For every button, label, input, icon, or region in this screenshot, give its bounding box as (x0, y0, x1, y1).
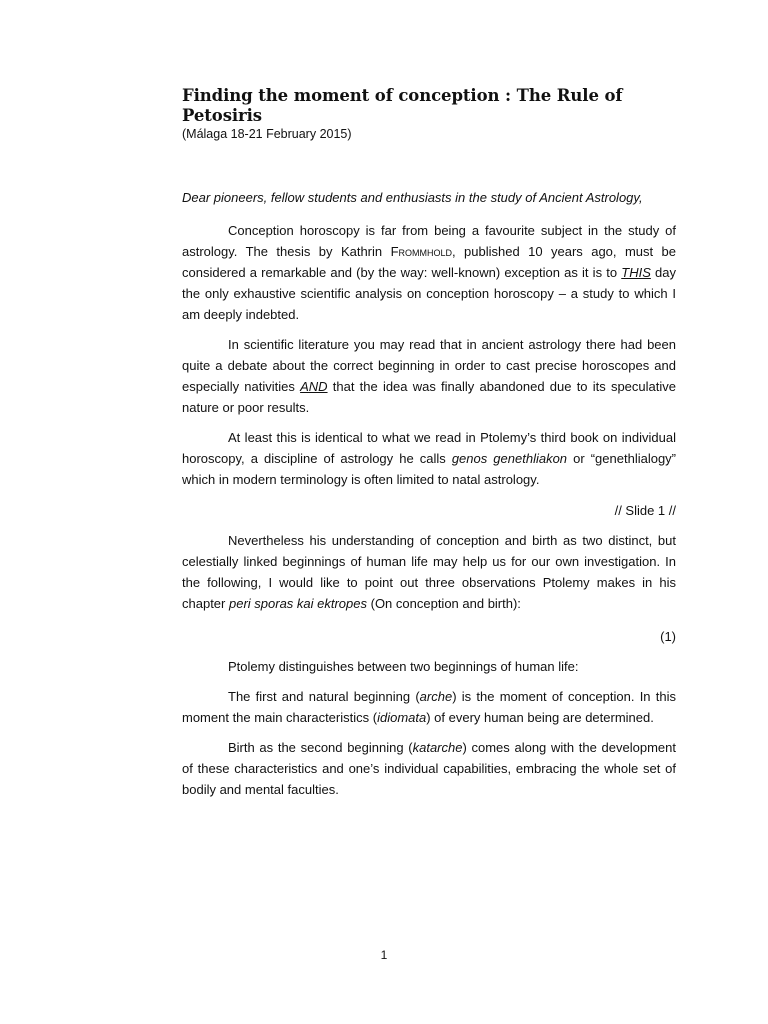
paragraph-7 (182, 737, 676, 800)
paragraph-6-text-b: ) is the moment of conception. In this moment the main characteristics ( (182, 689, 676, 725)
paragraph-4 (182, 530, 676, 614)
term-genos-genethliakon: genos genethliakon (451, 451, 568, 466)
paragraph-5: Ptolemy distinguishes between two beginnings of human life: (228, 659, 579, 674)
page-number: 1 (380, 948, 388, 962)
paragraph-1 (182, 220, 676, 325)
document-subtitle: (Málaga 18-21 February 2015) (182, 127, 352, 141)
paragraph-6 (182, 686, 676, 728)
author-name: Frommhold (390, 244, 453, 259)
slide-note: // Slide 1 // (614, 503, 676, 518)
paragraph-4-text-b: (On conception and birth): (367, 596, 521, 611)
paragraph-6-text-a: The first and natural beginning ( (228, 689, 420, 704)
paragraph-2 (182, 334, 676, 418)
paragraph-3-text-a: At least this is identical to what we read in Ptolemy’s third book on individual horoscopy, a discipline of astrology he calls (182, 430, 676, 466)
page-content (182, 86, 676, 800)
term-peri-sporas: peri sporas kai ektropes (228, 596, 367, 611)
paragraph-3 (182, 427, 676, 490)
paragraph-2-text-b: that the idea was finally abandoned due to its speculative nature or poor results. (182, 379, 676, 415)
emphasis-and: AND (300, 379, 328, 394)
term-idiomata: idiomata (377, 710, 427, 725)
paragraph-7-text-a: Birth as the second beginning ( (228, 740, 413, 755)
paragraph-4-text-a: Nevertheless his understanding of conception and birth as two distinct, but celestially linked beginnings of human life may help us for our own investigation. In the following, I would like to point out three observations Ptolemy makes in his chapter (182, 533, 676, 611)
paragraph-7-text-b: ) comes along with the development of these characteristics and one’s individual capabilities, embracing the whole set of bodily and mental faculties. (182, 740, 676, 797)
paragraph-2-text-a: In scientific literature you may read that in ancient astrology there had been quite a debate about the correct beginning in order to cast precise horoscopes and especially nativities (182, 337, 676, 394)
term-arche: arche (419, 689, 453, 704)
emphasis-this: THIS (621, 265, 651, 280)
paragraph-1-text-c: day the only exhaustive scientific analysis on conception horoscopy – a study to which I am deeply indebted. (182, 265, 676, 322)
paragraph-1-text-a: Conception horoscopy is far from being a favourite subject in the study of astrology. The thesis by Kathrin (182, 223, 676, 259)
salutation: Dear pioneers, fellow students and enthusiasts in the study of Ancient Astrology, (182, 190, 643, 205)
paragraph-3-text-b: or “genethlialogy” which in modern terminology is often limited to natal astrology. (182, 451, 677, 487)
document-title: Finding the moment of conception : The Rule of Petosiris (182, 86, 623, 125)
paragraph-1-text-b: , published 10 years ago, must be considered a remarkable and (by the way: well-known) exception as it is to (182, 244, 676, 280)
list-marker: (1) (660, 629, 676, 644)
term-katarche: katarche (412, 740, 463, 755)
paragraph-6-text-c: ) of every human being are determined. (426, 710, 654, 725)
